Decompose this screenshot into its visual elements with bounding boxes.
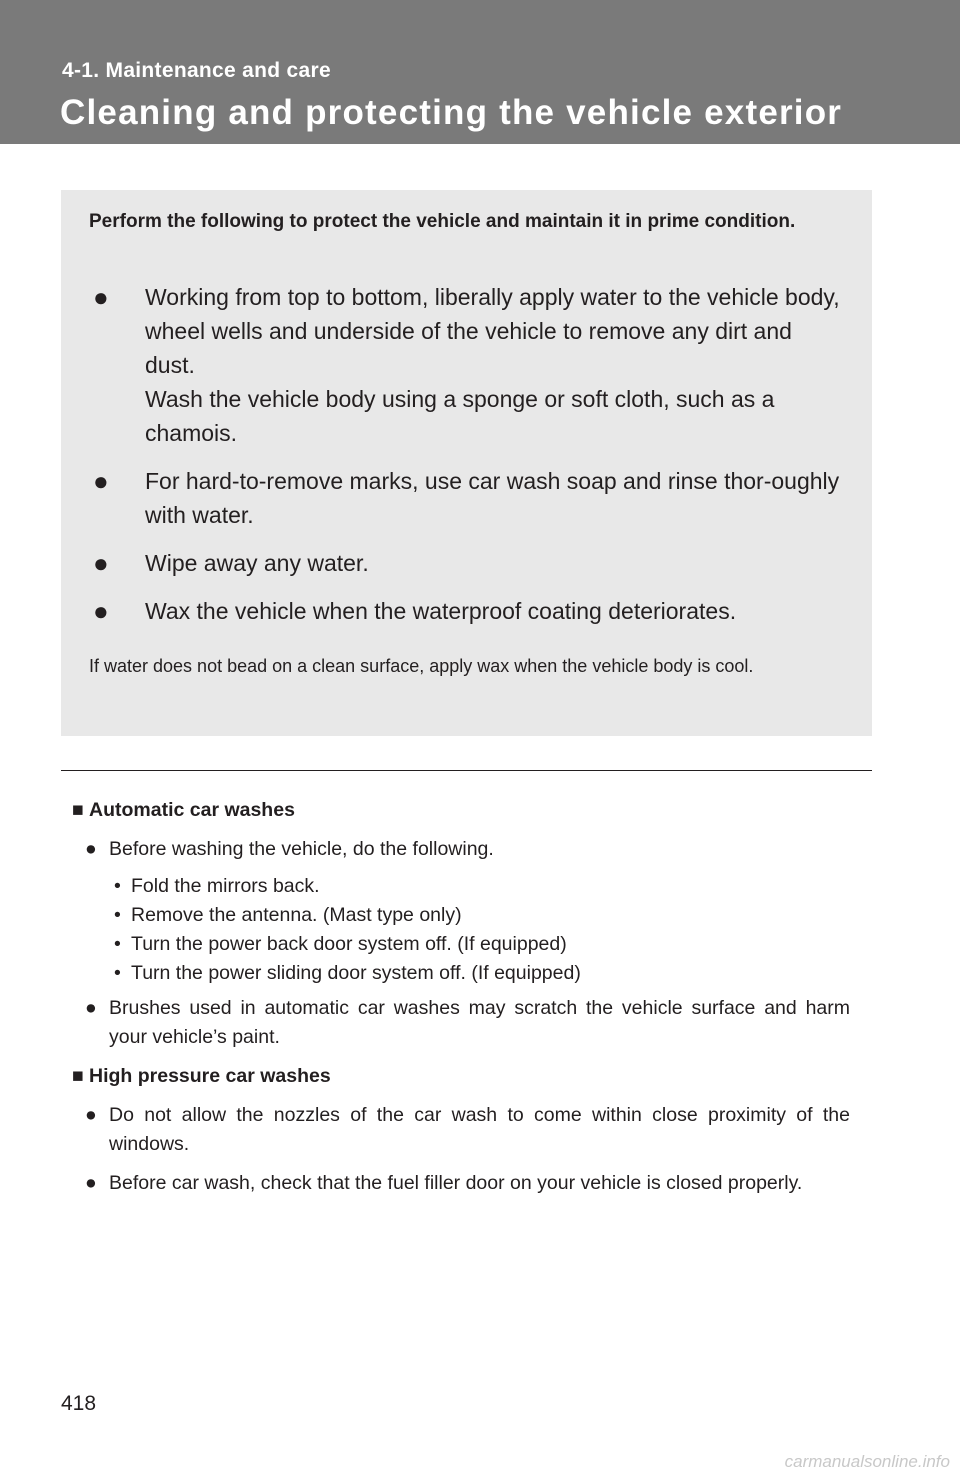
dot-bullet-icon: • — [114, 933, 121, 955]
summary-bullet — [89, 594, 841, 628]
summary-bullet-text: For hard-to-remove marks, use car wash soap and rinse thor-oughly with water. — [145, 468, 840, 528]
dot-bullet-icon: • — [114, 904, 121, 926]
page-title: Cleaning and protecting the vehicle exterior — [60, 93, 843, 132]
summary-bullet-list — [89, 280, 841, 642]
circle-bullet-icon: ● — [85, 838, 97, 860]
watermark: carmanualsonline.info — [784, 1452, 950, 1471]
circle-bullet-icon: ● — [85, 1104, 97, 1126]
section-heading — [72, 796, 850, 825]
note-item-text: Before washing the vehicle, do the following. — [109, 838, 494, 860]
bullet-icon: ● — [93, 596, 109, 626]
divider — [61, 770, 872, 771]
bullet-icon: ● — [93, 466, 109, 496]
summary-box — [61, 190, 872, 736]
summary-bullet — [89, 546, 841, 580]
circle-bullet-icon: ● — [85, 997, 97, 1019]
sub-list-text: Fold the mirrors back. — [131, 875, 320, 897]
sub-list-text: Remove the antenna. (Mast type only) — [131, 904, 462, 926]
note-item — [72, 835, 850, 864]
section-heading-text: High pressure car washes — [89, 1065, 331, 1087]
notes-content — [72, 796, 850, 1208]
page-number: 418 — [61, 1392, 97, 1415]
summary-bullet — [89, 280, 841, 450]
summary-intro: Perform the following to protect the vehicle and maintain it in prime condition. — [89, 211, 796, 232]
note-item — [72, 1101, 850, 1159]
square-bullet-icon: ■ — [72, 1065, 84, 1087]
sub-list-text: Turn the power sliding door system off. (If equipped) — [131, 962, 581, 984]
dot-bullet-icon: • — [114, 875, 121, 897]
summary-bullet — [89, 464, 841, 532]
sub-list-text: Turn the power back door system off. (If equipped) — [131, 933, 567, 955]
note-item-text: Brushes used in automatic car washes may scratch the vehicle surface and harm your vehicle’s paint. — [109, 997, 850, 1048]
dot-bullet-icon: • — [114, 962, 121, 984]
section-heading-text: Automatic car washes — [89, 799, 295, 821]
summary-bullet-text: Working from top to bottom, liberally apply water to the vehicle body, wheel wells and underside of the vehicle to remove any dirt and dust. — [145, 284, 840, 378]
section-label: 4-1. Maintenance and care — [62, 59, 331, 82]
bullet-icon: ● — [93, 282, 109, 312]
sub-list-item — [72, 959, 850, 988]
note-item-text: Before car wash, check that the fuel filler door on your vehicle is closed properly. — [109, 1172, 803, 1194]
bullet-icon: ● — [93, 548, 109, 578]
section-heading — [72, 1062, 850, 1091]
sub-list — [72, 872, 850, 988]
sub-list-item — [72, 901, 850, 930]
summary-note: If water does not bead on a clean surface, apply wax when the vehicle body is cool. — [89, 656, 754, 676]
note-item — [72, 1169, 850, 1198]
summary-bullet-text: Wax the vehicle when the waterproof coating deteriorates. — [145, 598, 737, 624]
sub-list-item — [72, 872, 850, 901]
page-header — [0, 0, 960, 144]
summary-bullet-text: Wipe away any water. — [145, 550, 369, 576]
sub-list-item — [72, 930, 850, 959]
summary-bullet-text: Wash the vehicle body using a sponge or soft cloth, such as a chamois. — [145, 386, 775, 446]
circle-bullet-icon: ● — [85, 1172, 97, 1194]
square-bullet-icon: ■ — [72, 799, 84, 821]
note-item-text: Do not allow the nozzles of the car wash to come within close proximity of the windows. — [109, 1104, 850, 1155]
note-item — [72, 994, 850, 1052]
